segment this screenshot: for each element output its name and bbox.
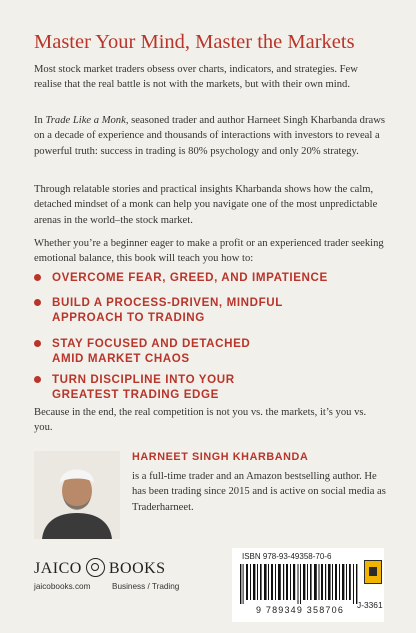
book-category: Business / Trading [112, 582, 180, 591]
bullet-text: STAY FOCUSED AND DETACHED AMID MARKET CHAOS [52, 337, 251, 365]
stories-paragraph: Through relatable stories and practical insights Kharbanda shows how the calm, detached mindset of a monk can help you navigate one of the most unpredictable arenas in the world–the stock market. [34, 184, 378, 226]
description-suffix: , seasoned trader and author Harneet Singh Kharbanda draws on a decade of experience and thousands of interactions with investors to reveal a powerful truth: success in trading is 80% psychology and only 20% strategy. [34, 115, 385, 157]
bullet-dot-icon [34, 299, 41, 306]
publisher-badge-icon [364, 560, 382, 584]
barcode-panel [232, 548, 384, 622]
publisher-block [34, 556, 214, 606]
publisher-logo [34, 558, 166, 578]
barcode-digits: 9 789349 358706 [255, 605, 345, 615]
bullet-text: TURN DISCIPLINE INTO YOUR GREATEST TRADING EDGE [52, 373, 235, 401]
author-name: HARNEET SINGH KHARBANDA [132, 451, 309, 463]
catalog-code: J-3361 [357, 600, 383, 610]
author-bio: is a full-time trader and an Amazon bestselling author. He has been trading since 2015 and is active on social media as Traderharneet. [132, 471, 386, 513]
audience-paragraph: Whether you’re a beginner eager to make a profit or an experienced trader seeking emotional balance, this book will teach you how to: [34, 238, 384, 265]
isbn-text: ISBN 978-93-49358-70-6 [242, 552, 332, 561]
publisher-seal-icon [86, 558, 105, 577]
bullet-dot-icon [34, 274, 41, 281]
bullet-text: OVERCOME FEAR, GREED, AND IMPATIENCE [52, 271, 328, 284]
publisher-website: jaicobooks.com [34, 582, 91, 591]
headline: Master Your Mind, Master the Markets [34, 31, 355, 53]
book-title-italic: Trade Like a Monk [45, 115, 126, 126]
bullet-text: BUILD A PROCESS-DRIVEN, MINDFUL APPROACH TO TRADING [52, 296, 283, 324]
publisher-name-left: JAICO [34, 560, 82, 577]
closing-paragraph: Because in the end, the real competition is not you vs. the markets, it’s you vs. you. [34, 407, 367, 434]
publisher-name-right: BOOKS [108, 560, 166, 577]
author-photo [34, 451, 120, 539]
author-portrait-icon [34, 451, 120, 539]
description-prefix: In [34, 115, 46, 126]
intro-paragraph: Most stock market traders obsess over charts, indicators, and strategies. Few realise that the real battle is not with the markets, but with their own mind. [34, 64, 358, 91]
bullet-dot-icon [34, 340, 41, 347]
barcode-icon [238, 564, 362, 604]
book-description-paragraph [34, 113, 386, 159]
bullet-dot-icon [34, 376, 41, 383]
